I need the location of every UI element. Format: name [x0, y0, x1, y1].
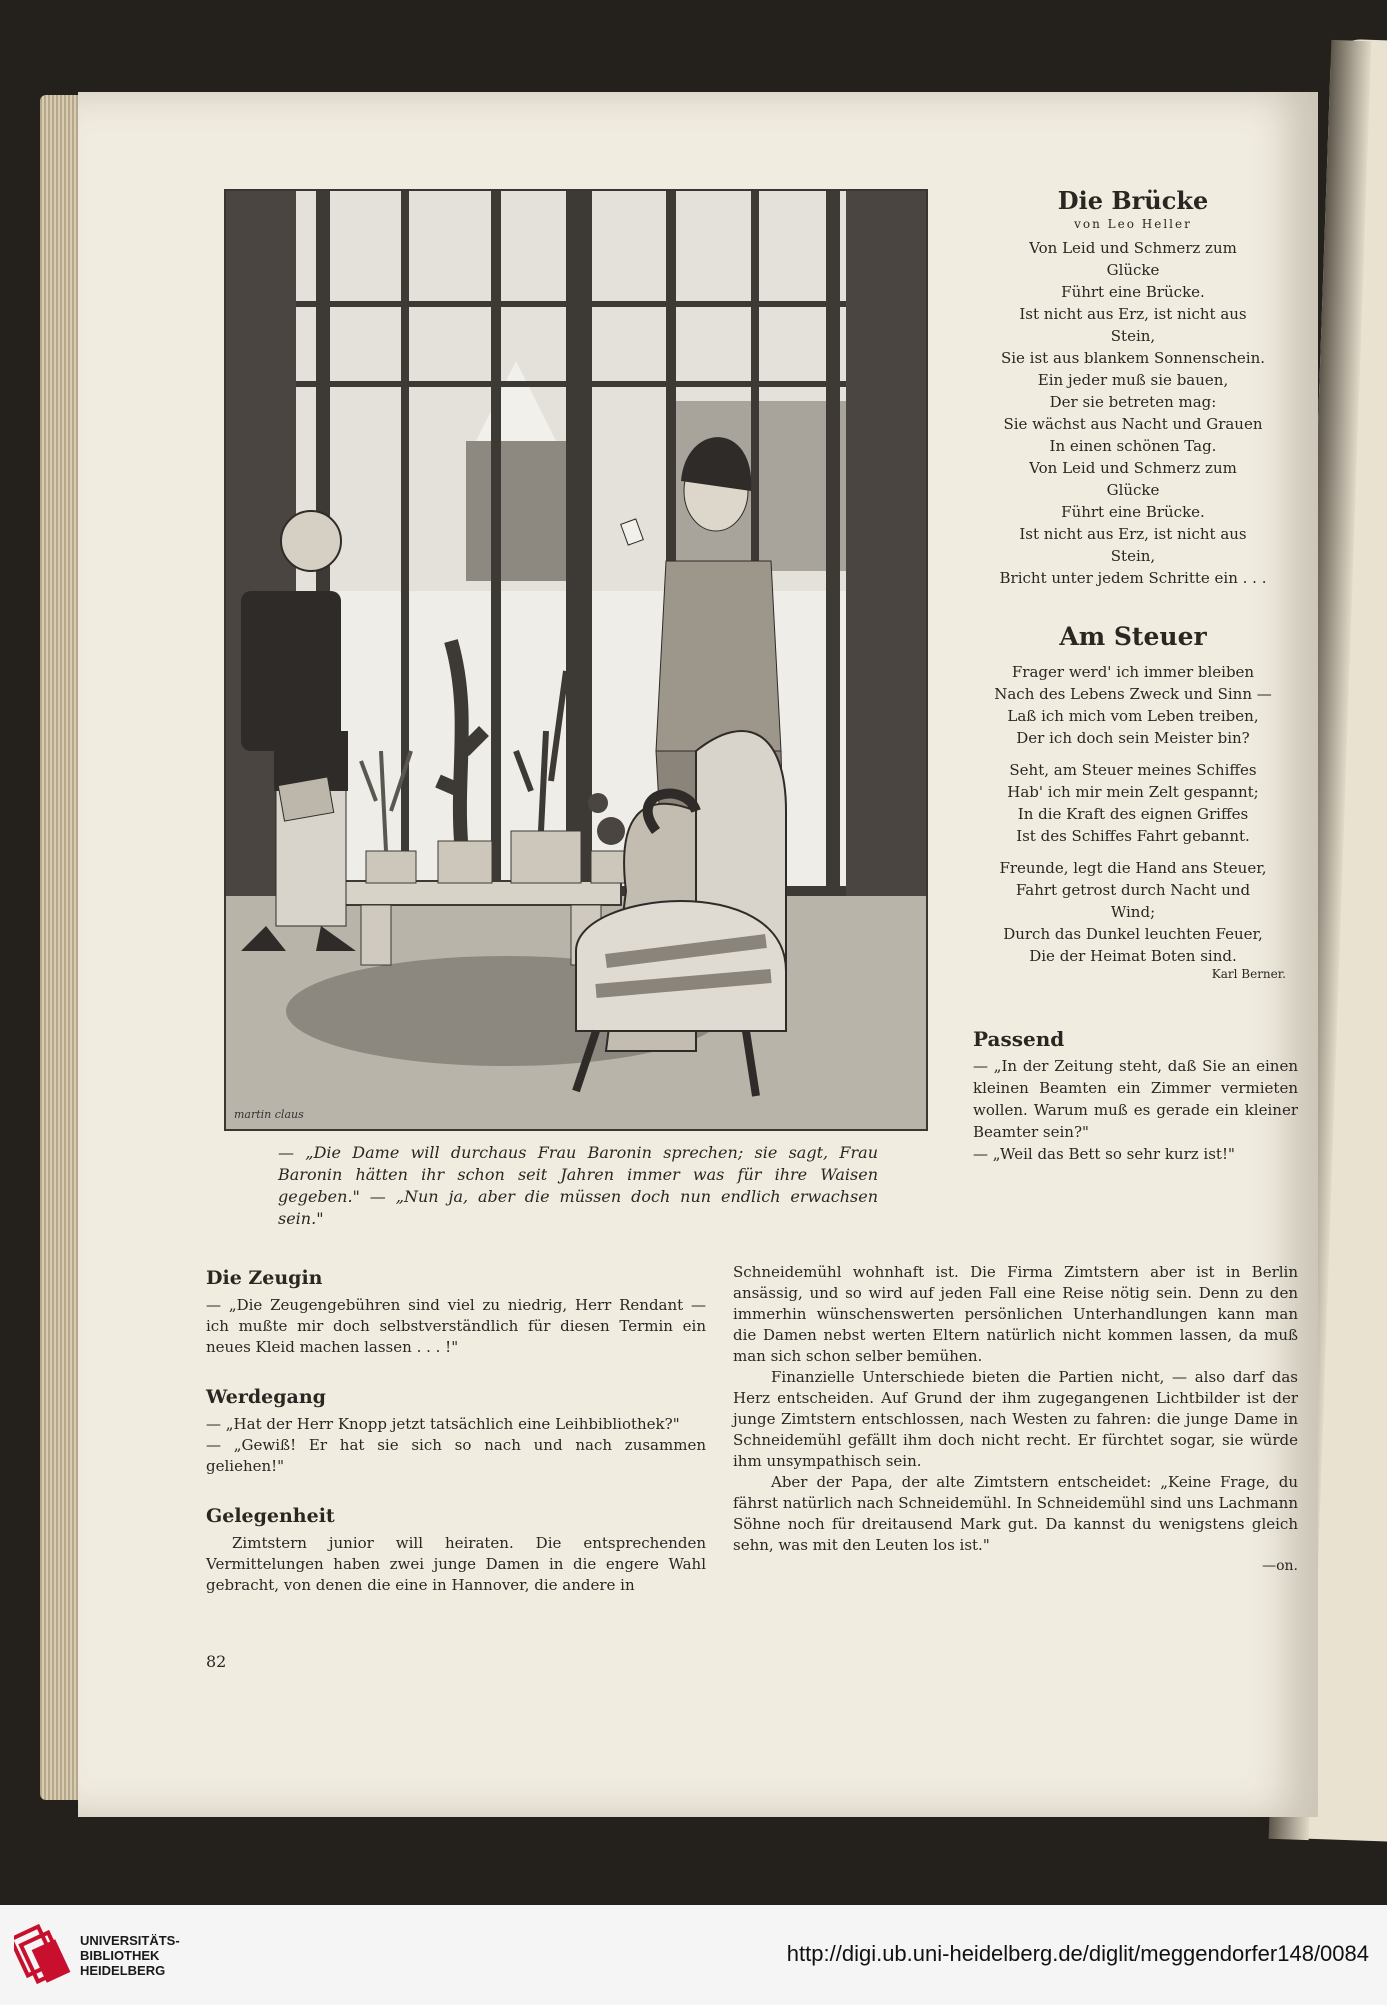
joke-werdegang — [206, 1386, 706, 1477]
viewer-footer — [0, 1905, 1387, 2005]
poem-line: Ein jeder muß sie bauen, — [1037, 371, 1229, 389]
poem-line: Sie wächst aus Nacht und Grauen — [1003, 415, 1263, 433]
joke-title: Werdegang — [206, 1386, 326, 1408]
poem-line: Von Leid und Schmerz zum — [1029, 239, 1237, 257]
poem-line: Bricht unter jedem Schritte ein . . . — [999, 569, 1267, 587]
permalink-url[interactable]: http://digi.ub.uni-heidelberg.de/diglit/meggendorfer148/0084 — [786, 1941, 1369, 1966]
poem-line: Fahrt getrost durch Nacht und — [1015, 881, 1251, 899]
joke-text: — „Weil das Bett so sehr kurz ist!" — [973, 1145, 1235, 1163]
right-column — [733, 1262, 1298, 1574]
story-paragraph: Finanzielle Unterschiede bieten die Partien nicht, — also darf das Herz entscheiden. Auf Grund der ihm zugegangenen Lichtbilder ist der junge Zimtstern entschlossen, nach Westen zu fahren: die junge Dame in Schneidemühl gefällt ihm doch nicht recht. Er fürchtet sogar, sie würde ihm unsympathisch sein. — [733, 1368, 1298, 1470]
poem-line: Von Leid und Schmerz zum — [1029, 459, 1237, 477]
poem-line: Glücke — [1106, 481, 1160, 499]
joke-text: — „Hat der Herr Knopp jetzt tatsächlich eine Leihbibliothek?" — [206, 1415, 680, 1433]
joke-passend — [973, 1027, 1298, 1165]
institution-line: BIBLIOTHEK — [80, 1948, 160, 1963]
story-title: Gelegenheit — [206, 1505, 335, 1527]
page-content — [78, 92, 1318, 1817]
artist-signature: martin claus — [234, 1108, 304, 1121]
poem-author: Karl Berner. — [1211, 967, 1286, 981]
illustration — [224, 189, 928, 1131]
poem-line: Sie ist aus blankem Sonnenschein. — [1000, 349, 1266, 367]
poem-line: In die Kraft des eignen Griffes — [1017, 805, 1249, 823]
poem-title: Am Steuer — [1059, 622, 1207, 651]
illustration-drawing — [226, 191, 926, 1129]
left-column — [206, 1267, 706, 1624]
poem-line: Stein, — [1110, 327, 1156, 345]
page-stack-edge — [40, 95, 82, 1800]
poem-line: In einen schönen Tag. — [1049, 437, 1217, 455]
poem-line: Führt eine Brücke. — [1061, 283, 1205, 301]
institution-line: UNIVERSITÄTS- — [80, 1933, 180, 1948]
poem-line: Der sie betreten mag: — [1049, 393, 1217, 411]
poem-line: Nach des Lebens Zweck und Sinn — — [994, 685, 1272, 703]
story-signoff: —on. — [1262, 1558, 1298, 1574]
institution-name[interactable] — [80, 1933, 180, 1978]
institution-line: HEIDELBERG — [80, 1963, 166, 1978]
poem-line: Seht, am Steuer meines Schiffes — [1009, 761, 1257, 779]
joke-title: Die Zeugin — [206, 1267, 323, 1289]
poem-line: Hab' ich mir mein Zelt gespannt; — [1007, 783, 1259, 801]
poem-line: Frager werd' ich immer bleiben — [1011, 663, 1255, 681]
poem-die-bruecke — [958, 186, 1308, 589]
poem-line: Der ich doch sein Meister bin? — [1016, 729, 1250, 747]
page-number: 82 — [206, 1652, 227, 1671]
magazine-page — [78, 92, 1318, 1817]
poem-line: Stein, — [1110, 547, 1156, 565]
poem-line: Die der Heimat Boten sind. — [1029, 947, 1237, 965]
poem-line: Laß ich mich vom Leben treiben, — [1007, 707, 1259, 725]
joke-text: — „In der Zeitung steht, daß Sie an einen kleinen Beamten ein Zimmer vermieten wollen. Warum muß es gerade ein kleiner Beamter sein?" — [973, 1057, 1298, 1141]
story-paragraph: Zimtstern junior will heiraten. Die entsprechenden Vermittelungen haben zwei junge Damen in die engere Wahl gebracht, von denen die eine in Hannover, die andere in — [206, 1534, 706, 1594]
poem-line: Durch das Dunkel leuchten Feuer, — [1003, 925, 1263, 943]
poem-line: Ist nicht aus Erz, ist nicht aus — [1019, 525, 1247, 543]
university-library-logo[interactable] — [14, 1923, 74, 1987]
poem-line: Freunde, legt die Hand ans Steuer, — [999, 859, 1267, 877]
joke-text: — „Die Zeugengebühren sind viel zu niedrig, Herr Rendant — ich mußte mir doch selbstverständlich für diesen Termin ein neues Kleid machen lassen . . . !" — [206, 1296, 706, 1356]
story-gelegenheit — [206, 1505, 706, 1596]
poem-line: Führt eine Brücke. — [1061, 503, 1205, 521]
right-curtain — [846, 191, 926, 951]
poem-line: Ist des Schiffes Fahrt gebannt. — [1016, 827, 1250, 845]
joke-die-zeugin — [206, 1267, 706, 1358]
joke-title: Passend — [973, 1027, 1065, 1051]
poem-title: Die Brücke — [1057, 186, 1209, 215]
poem-am-steuer — [958, 622, 1308, 981]
poem-line: Wind; — [1110, 903, 1156, 921]
story-paragraph: Schneidemühl wohnhaft ist. Die Firma Zimtstern aber ist in Berlin ansässig, und so wird auf jeden Fall eine Reise nötig sein. Denn zu den immerhin wünschenswerten persönlichen Unterhandlungen kann man die Damen nebst werten Eltern natürlich nicht kommen lassen, da muß man sich schon selber bemühen. — [733, 1263, 1298, 1365]
joke-text: — „Gewiß! Er hat sie sich so nach und nach zusammen geliehen!" — [206, 1436, 706, 1475]
poem-line: Ist nicht aus Erz, ist nicht aus — [1019, 305, 1247, 323]
illustration-caption: — „Die Dame will durchaus Frau Baronin sprechen; sie sagt, Frau Baronin hätten ihr schon seit Jahren immer was für ihre Waisen gegeben." — „Nun ja, aber die müssen doch nun endlich erwachsen sein." — [278, 1143, 878, 1228]
story-paragraph: Aber der Papa, der alte Zimtstern entscheidet: „Keine Frage, du fährst natürlich nach Schneidemühl. In Schneidemühl sind uns Lachmann Söhne noch für dreitausend Mark gut. Da kannst du wenigstens gleich sehn, was mit den Leuten los ist." — [733, 1473, 1298, 1554]
poem-line: Glücke — [1106, 261, 1160, 279]
poem-author: von Leo Heller — [1074, 217, 1192, 231]
